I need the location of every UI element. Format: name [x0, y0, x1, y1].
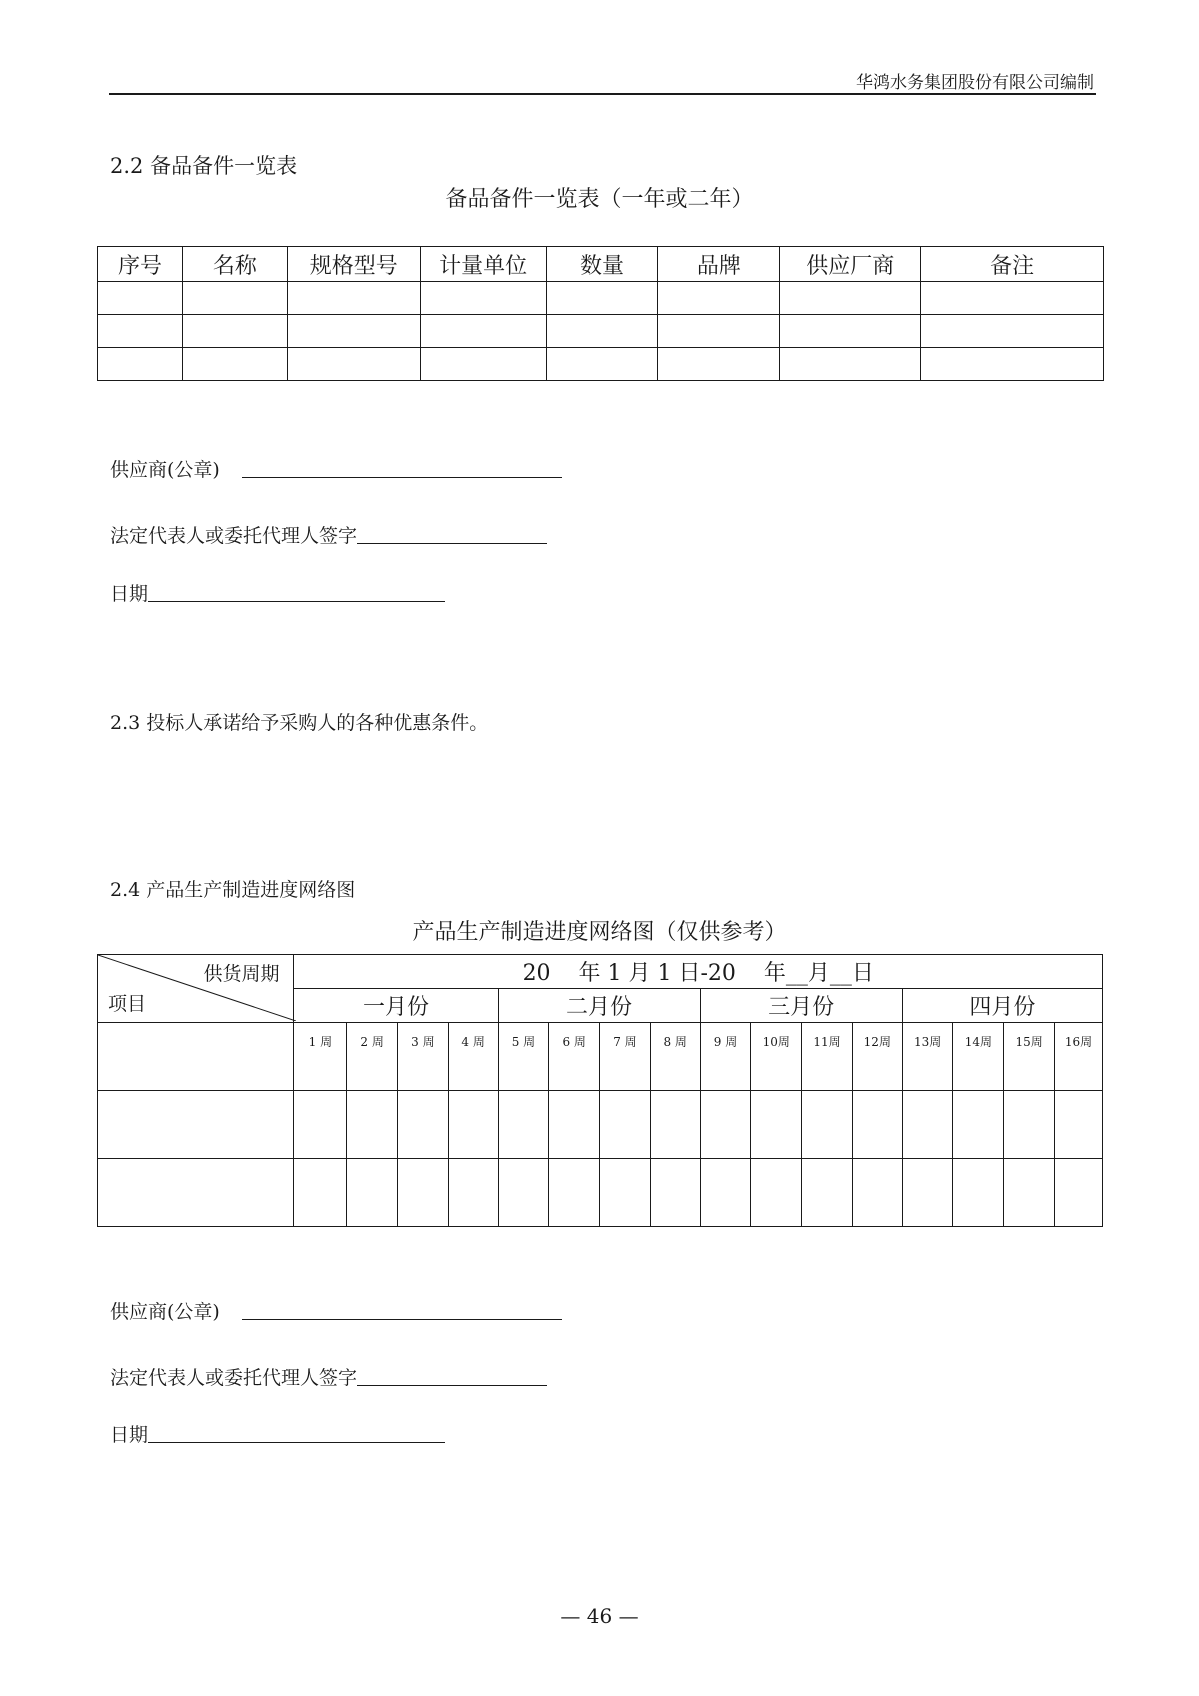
period-range: 20 年 1 月 1 日-20 年__月__日 — [294, 955, 1103, 989]
item-cell[interactable] — [98, 1159, 294, 1227]
schedule-caption: 产品生产制造进度网络图（仅供参考） — [412, 920, 787, 945]
week-header: 10周 — [751, 1023, 802, 1091]
week-cell[interactable] — [347, 1159, 398, 1227]
col-header: 品牌 — [658, 247, 780, 282]
week-cell[interactable] — [852, 1091, 902, 1159]
date-field[interactable] — [148, 1442, 445, 1443]
week-cell[interactable] — [448, 1091, 498, 1159]
section-2-4-title: 2.4 产品生产制造进度网络图 — [110, 879, 356, 901]
table-cell[interactable] — [98, 282, 183, 315]
week-cell[interactable] — [802, 1091, 853, 1159]
week-header: 15周 — [1004, 1023, 1055, 1091]
header-rule — [109, 93, 1096, 95]
week-cell[interactable] — [600, 1091, 651, 1159]
week-cell[interactable] — [902, 1091, 953, 1159]
col-header: 序号 — [98, 247, 183, 282]
section-2-2-title: 2.2 备品备件一览表 — [110, 154, 298, 178]
date-field[interactable] — [148, 601, 445, 602]
table-cell[interactable] — [287, 315, 420, 348]
week-cell[interactable] — [802, 1159, 853, 1227]
month-header: 二月份 — [498, 989, 700, 1023]
week-cell[interactable] — [953, 1091, 1004, 1159]
week-cell[interactable] — [549, 1159, 600, 1227]
spare-parts-caption: 备品备件一览表（一年或二年） — [445, 187, 754, 212]
col-header: 备注 — [921, 247, 1104, 282]
week-cell[interactable] — [1004, 1159, 1055, 1227]
col-header: 规格型号 — [287, 247, 420, 282]
supply-period-label: 供货周期 — [203, 963, 280, 985]
week-cell[interactable] — [1004, 1091, 1055, 1159]
week-cell[interactable] — [852, 1159, 902, 1227]
table-cell[interactable] — [658, 282, 780, 315]
week-cell[interactable] — [751, 1091, 802, 1159]
representative-sign-line — [110, 521, 547, 548]
representative-sign-field[interactable] — [357, 543, 547, 544]
header-org-text: 华鸿水务集团股份有限公司编制 — [856, 73, 1094, 93]
representative-sign-line-2 — [110, 1363, 547, 1390]
table-cell[interactable] — [658, 348, 780, 381]
table-cell[interactable] — [546, 348, 658, 381]
diagonal-header-cell — [98, 955, 294, 1023]
item-label: 项目 — [108, 993, 147, 1015]
page-number: — 46 — — [560, 1604, 639, 1628]
table-cell[interactable] — [546, 282, 658, 315]
col-header: 名称 — [182, 247, 287, 282]
week-cell[interactable] — [700, 1159, 751, 1227]
representative-sign-field[interactable] — [357, 1385, 547, 1386]
week-header: 13周 — [902, 1023, 953, 1091]
month-header: 一月份 — [294, 989, 498, 1023]
week-cell[interactable] — [953, 1159, 1004, 1227]
week-header: 2 周 — [347, 1023, 398, 1091]
table-row — [98, 1091, 1103, 1159]
week-cell[interactable] — [751, 1159, 802, 1227]
table-cell[interactable] — [780, 348, 921, 381]
week-cell[interactable] — [498, 1091, 549, 1159]
week-cell[interactable] — [1055, 1159, 1103, 1227]
week-cell[interactable] — [448, 1159, 498, 1227]
week-cell[interactable] — [398, 1091, 449, 1159]
table-cell[interactable] — [98, 348, 183, 381]
supplier-seal-field[interactable] — [242, 1319, 562, 1320]
table-cell[interactable] — [287, 348, 420, 381]
col-header: 计量单位 — [420, 247, 546, 282]
table-cell[interactable] — [546, 315, 658, 348]
date-label: 日期 — [110, 1424, 149, 1446]
table-cell[interactable] — [420, 315, 546, 348]
week-cell[interactable] — [398, 1159, 449, 1227]
week-header: 3 周 — [398, 1023, 449, 1091]
week-header: 7 周 — [600, 1023, 651, 1091]
spare-parts-table — [97, 246, 1104, 381]
item-cell[interactable] — [98, 1091, 294, 1159]
schedule-week-row — [98, 1023, 1103, 1091]
supplier-seal-line-2 — [110, 1297, 562, 1324]
week-header: 5 周 — [498, 1023, 549, 1091]
week-cell[interactable] — [700, 1091, 751, 1159]
supplier-seal-line — [110, 455, 562, 482]
week-cell[interactable] — [498, 1159, 549, 1227]
month-header: 三月份 — [700, 989, 902, 1023]
representative-sign-label: 法定代表人或委托代理人签字 — [110, 525, 358, 547]
col-header: 供应厂商 — [780, 247, 921, 282]
supplier-seal-field[interactable] — [242, 477, 562, 478]
schedule-period-row — [98, 955, 1103, 989]
date-label: 日期 — [110, 583, 149, 605]
week-cell[interactable] — [294, 1159, 347, 1227]
table-cell[interactable] — [182, 315, 287, 348]
table-row — [98, 282, 1104, 315]
week-header: 16周 — [1055, 1023, 1103, 1091]
week-cell[interactable] — [549, 1091, 600, 1159]
week-cell[interactable] — [347, 1091, 398, 1159]
item-cell[interactable] — [98, 1023, 294, 1091]
table-cell[interactable] — [921, 348, 1104, 381]
week-cell[interactable] — [650, 1159, 700, 1227]
table-cell[interactable] — [182, 348, 287, 381]
week-header: 9 周 — [700, 1023, 751, 1091]
table-cell[interactable] — [98, 315, 183, 348]
week-cell[interactable] — [650, 1091, 700, 1159]
table-cell[interactable] — [658, 315, 780, 348]
spare-parts-header-row — [98, 247, 1104, 282]
week-cell[interactable] — [600, 1159, 651, 1227]
week-header: 14周 — [953, 1023, 1004, 1091]
section-2-3-title: 2.3 投标人承诺给予采购人的各种优惠条件。 — [110, 712, 489, 734]
col-header: 数量 — [546, 247, 658, 282]
table-cell[interactable] — [182, 282, 287, 315]
representative-sign-label: 法定代表人或委托代理人签字 — [110, 1367, 358, 1389]
week-cell[interactable] — [902, 1159, 953, 1227]
date-line — [110, 579, 445, 606]
week-header: 4 周 — [448, 1023, 498, 1091]
production-schedule-table — [97, 954, 1103, 1227]
table-row — [98, 315, 1104, 348]
table-cell[interactable] — [420, 348, 546, 381]
table-cell[interactable] — [921, 315, 1104, 348]
table-cell[interactable] — [287, 282, 420, 315]
supplier-seal-label: 供应商(公章) — [110, 459, 220, 481]
table-cell[interactable] — [420, 282, 546, 315]
week-cell[interactable] — [1055, 1091, 1103, 1159]
table-row — [98, 1159, 1103, 1227]
supplier-seal-label: 供应商(公章) — [110, 1301, 220, 1323]
date-line-2 — [110, 1420, 445, 1447]
week-cell[interactable] — [294, 1091, 347, 1159]
week-header: 11周 — [802, 1023, 853, 1091]
week-header: 8 周 — [650, 1023, 700, 1091]
week-header: 6 周 — [549, 1023, 600, 1091]
table-cell[interactable] — [780, 315, 921, 348]
table-cell[interactable] — [921, 282, 1104, 315]
month-header: 四月份 — [902, 989, 1102, 1023]
table-row — [98, 348, 1104, 381]
week-header: 12周 — [852, 1023, 902, 1091]
week-header: 1 周 — [294, 1023, 347, 1091]
table-cell[interactable] — [780, 282, 921, 315]
